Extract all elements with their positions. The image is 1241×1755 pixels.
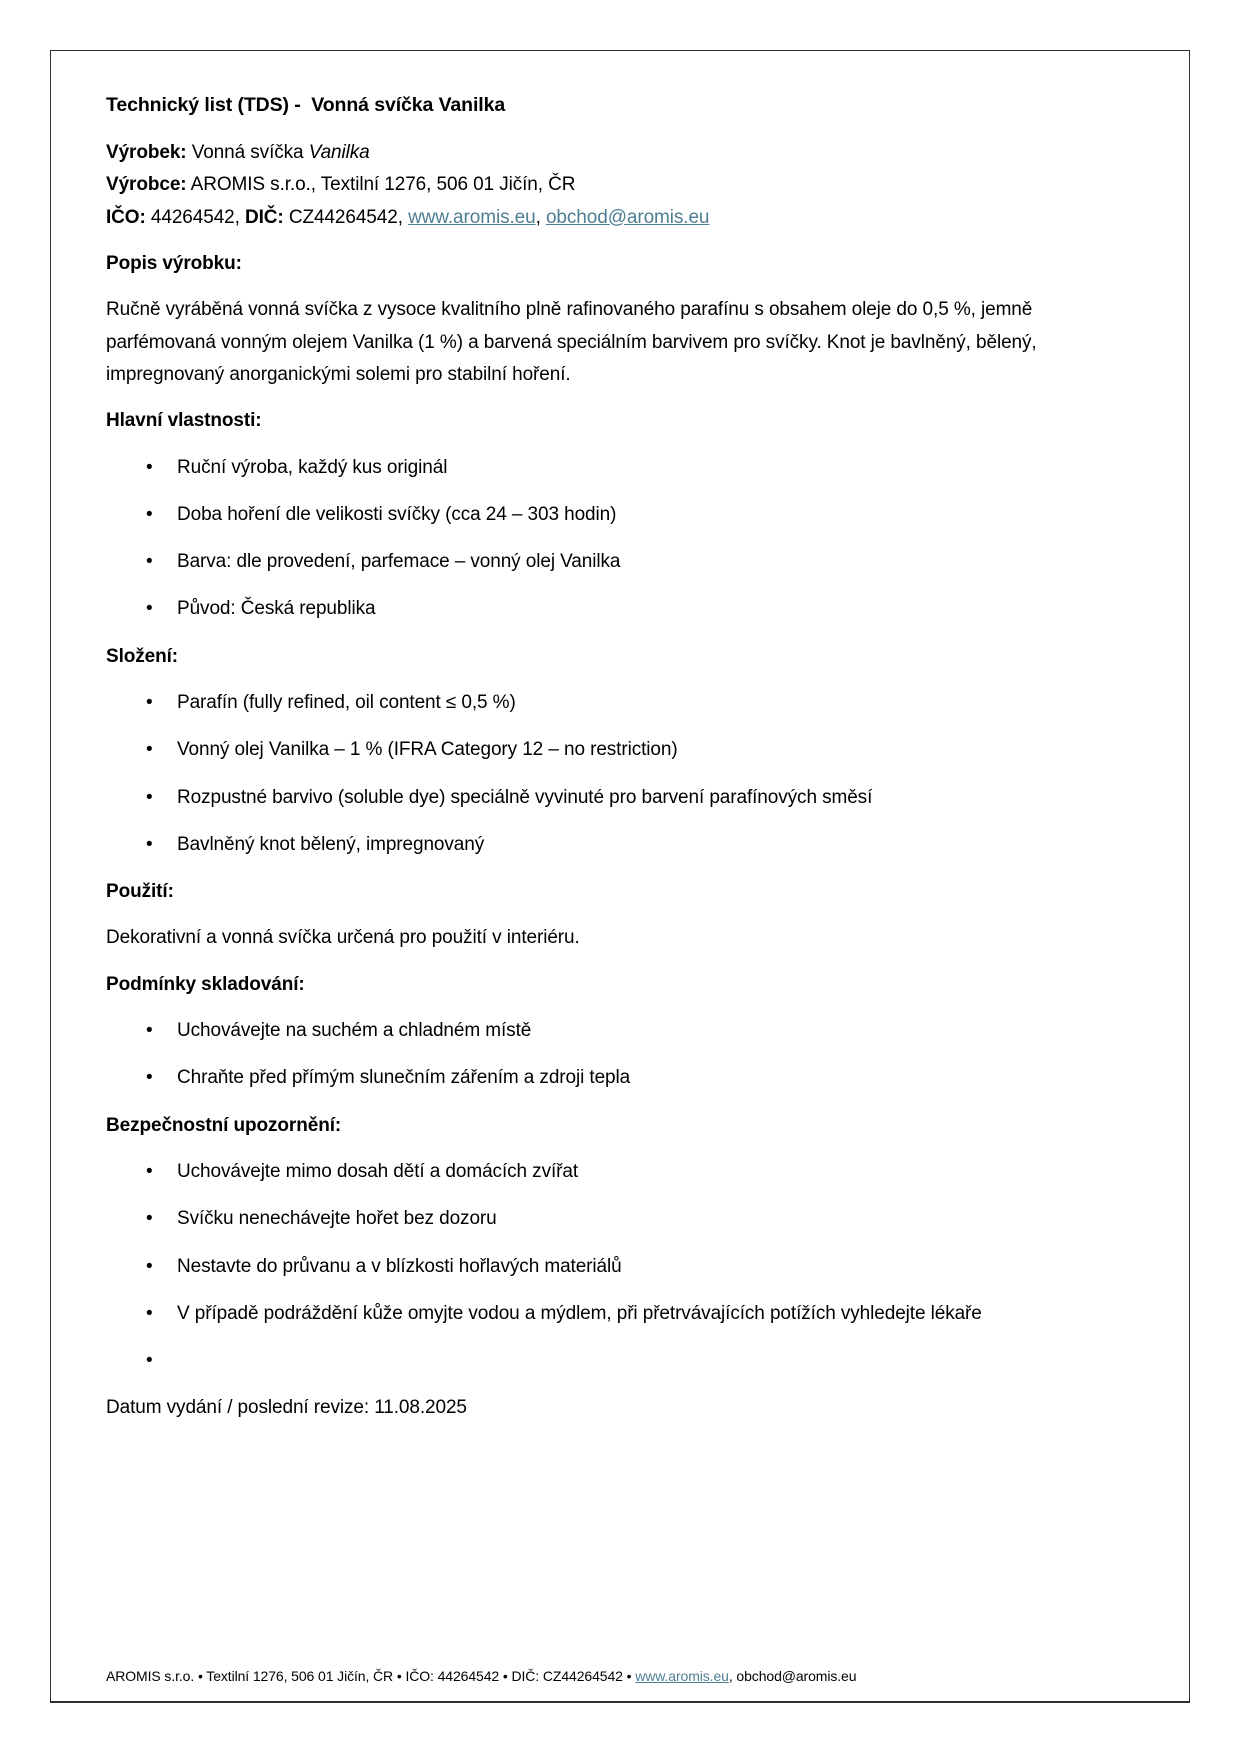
footer-text-after: , obchod@aromis.eu	[728, 1668, 857, 1684]
bullet-item: • Svíčku nenechávejte hořet bez dozoru	[146, 1203, 1134, 1235]
bullet-item: • Původ: Česká republika	[146, 593, 1134, 625]
footer-text-before: AROMIS s.r.o. • Textilní 1276, 506 01 Jičín, ČR • IČO: 44264542 • DIČ: CZ44264542 •	[106, 1668, 636, 1684]
section-heading-popis-vyrobku: Popis výrobku:	[106, 253, 242, 275]
dic-label: DIČ:	[245, 206, 284, 228]
document-body	[106, 89, 1134, 1425]
email-link[interactable]: obchod@aromis.eu	[545, 206, 710, 228]
ico-value: 44264542,	[145, 206, 245, 228]
product-info-block	[106, 137, 1134, 234]
bullet-item: • V případě podráždění kůže omyjte vodou a mýdlem, při přetrvávajících potížích vyhledejte lékaře	[146, 1298, 1134, 1330]
website-link[interactable]: www.aromis.eu	[408, 206, 536, 228]
bullet-item: • Ruční výroba, každý kus originál	[146, 452, 1134, 484]
ico-label: IČO:	[106, 206, 146, 228]
bullet-list-slozeni	[106, 687, 1134, 861]
page-footer	[106, 1666, 1134, 1687]
bullet-item: • Chraňte před přímým slunečním zářením a zdroji tepla	[146, 1062, 1134, 1094]
page-title: Technický list (TDS) - Vonná svíčka Vanilka	[106, 94, 506, 116]
bullet-list-bezpecnostni-upozorneni	[106, 1156, 1134, 1377]
bullet-list-podminky-skladovani	[106, 1015, 1134, 1095]
product-label: Výrobek:	[106, 142, 187, 164]
footer-website-link[interactable]: www.aromis.eu	[635, 1668, 729, 1684]
manufacturer-line	[106, 169, 1134, 201]
manufacturer-value: AROMIS s.r.o., Textilní 1276, 506 01 Jičín, ČR	[186, 174, 576, 196]
bullet-item: • Barva: dle provedení, parfemace – vonný olej Vanilka	[146, 546, 1134, 578]
dic-value: CZ44264542,	[283, 206, 409, 228]
bullet-item: • Bavlněný knot bělený, impregnovaný	[146, 829, 1134, 861]
bullet-item: • Nestavte do průvanu a v blízkosti hořlavých materiálů	[146, 1251, 1134, 1283]
bullet-item: • Uchovávejte na suchém a chladném místě	[146, 1015, 1134, 1047]
bullet-item: • Doba hoření dle velikosti svíčky (cca 24 – 303 hodin)	[146, 499, 1134, 531]
bullet-item	[146, 1345, 1134, 1377]
product-line	[106, 137, 1134, 169]
link-separator: ,	[535, 206, 546, 228]
section-body-pouziti: Dekorativní a vonná svíčka určená pro použití v interiéru.	[106, 927, 580, 949]
product-value: Vonná svíčka	[186, 142, 309, 164]
section-heading-hlavni-vlastnosti: Hlavní vlastnosti:	[106, 410, 262, 432]
bullet-item: • Vonný olej Vanilka – 1 % (IFRA Category 12 – no restriction)	[146, 734, 1134, 766]
section-heading-slozeni: Složení:	[106, 645, 179, 667]
revision-date-line: Datum vydání / poslední revize: 11.08.2025	[106, 1397, 467, 1419]
bullet-item: • Parafín (fully refined, oil content ≤ 0,5 %)	[146, 687, 1134, 719]
product-name-italic: Vanilka	[308, 142, 370, 164]
bullet-list-hlavni-vlastnosti	[106, 452, 1134, 626]
document-page	[50, 50, 1190, 1703]
bullet-item: • Rozpustné barvivo (soluble dye) speciálně vyvinuté pro barvení parafínových směsí	[146, 782, 1134, 814]
registration-line	[106, 202, 1134, 234]
section-heading-bezpecnostni-upozorneni: Bezpečnostní upozornění:	[106, 1114, 342, 1136]
section-body-popis-vyrobku: Ručně vyráběná vonná svíčka z vysoce kvalitního plně rafinovaného parafínu s obsahem oleje do 0,5 %, jemně parfémovaná vonným olejem Vanilka (1 %) a barvená speciálním barvivem pro svíčky. Knot je bavlněný, bělený, impregnovaný anorganickými solemi pro stabilní hoření.	[106, 299, 1037, 385]
section-heading-podminky-skladovani: Podmínky skladování:	[106, 973, 305, 995]
manufacturer-label: Výrobce:	[106, 174, 187, 196]
bullet-item: • Uchovávejte mimo dosah dětí a domácích zvířat	[146, 1156, 1134, 1188]
section-heading-pouziti: Použití:	[106, 881, 174, 903]
